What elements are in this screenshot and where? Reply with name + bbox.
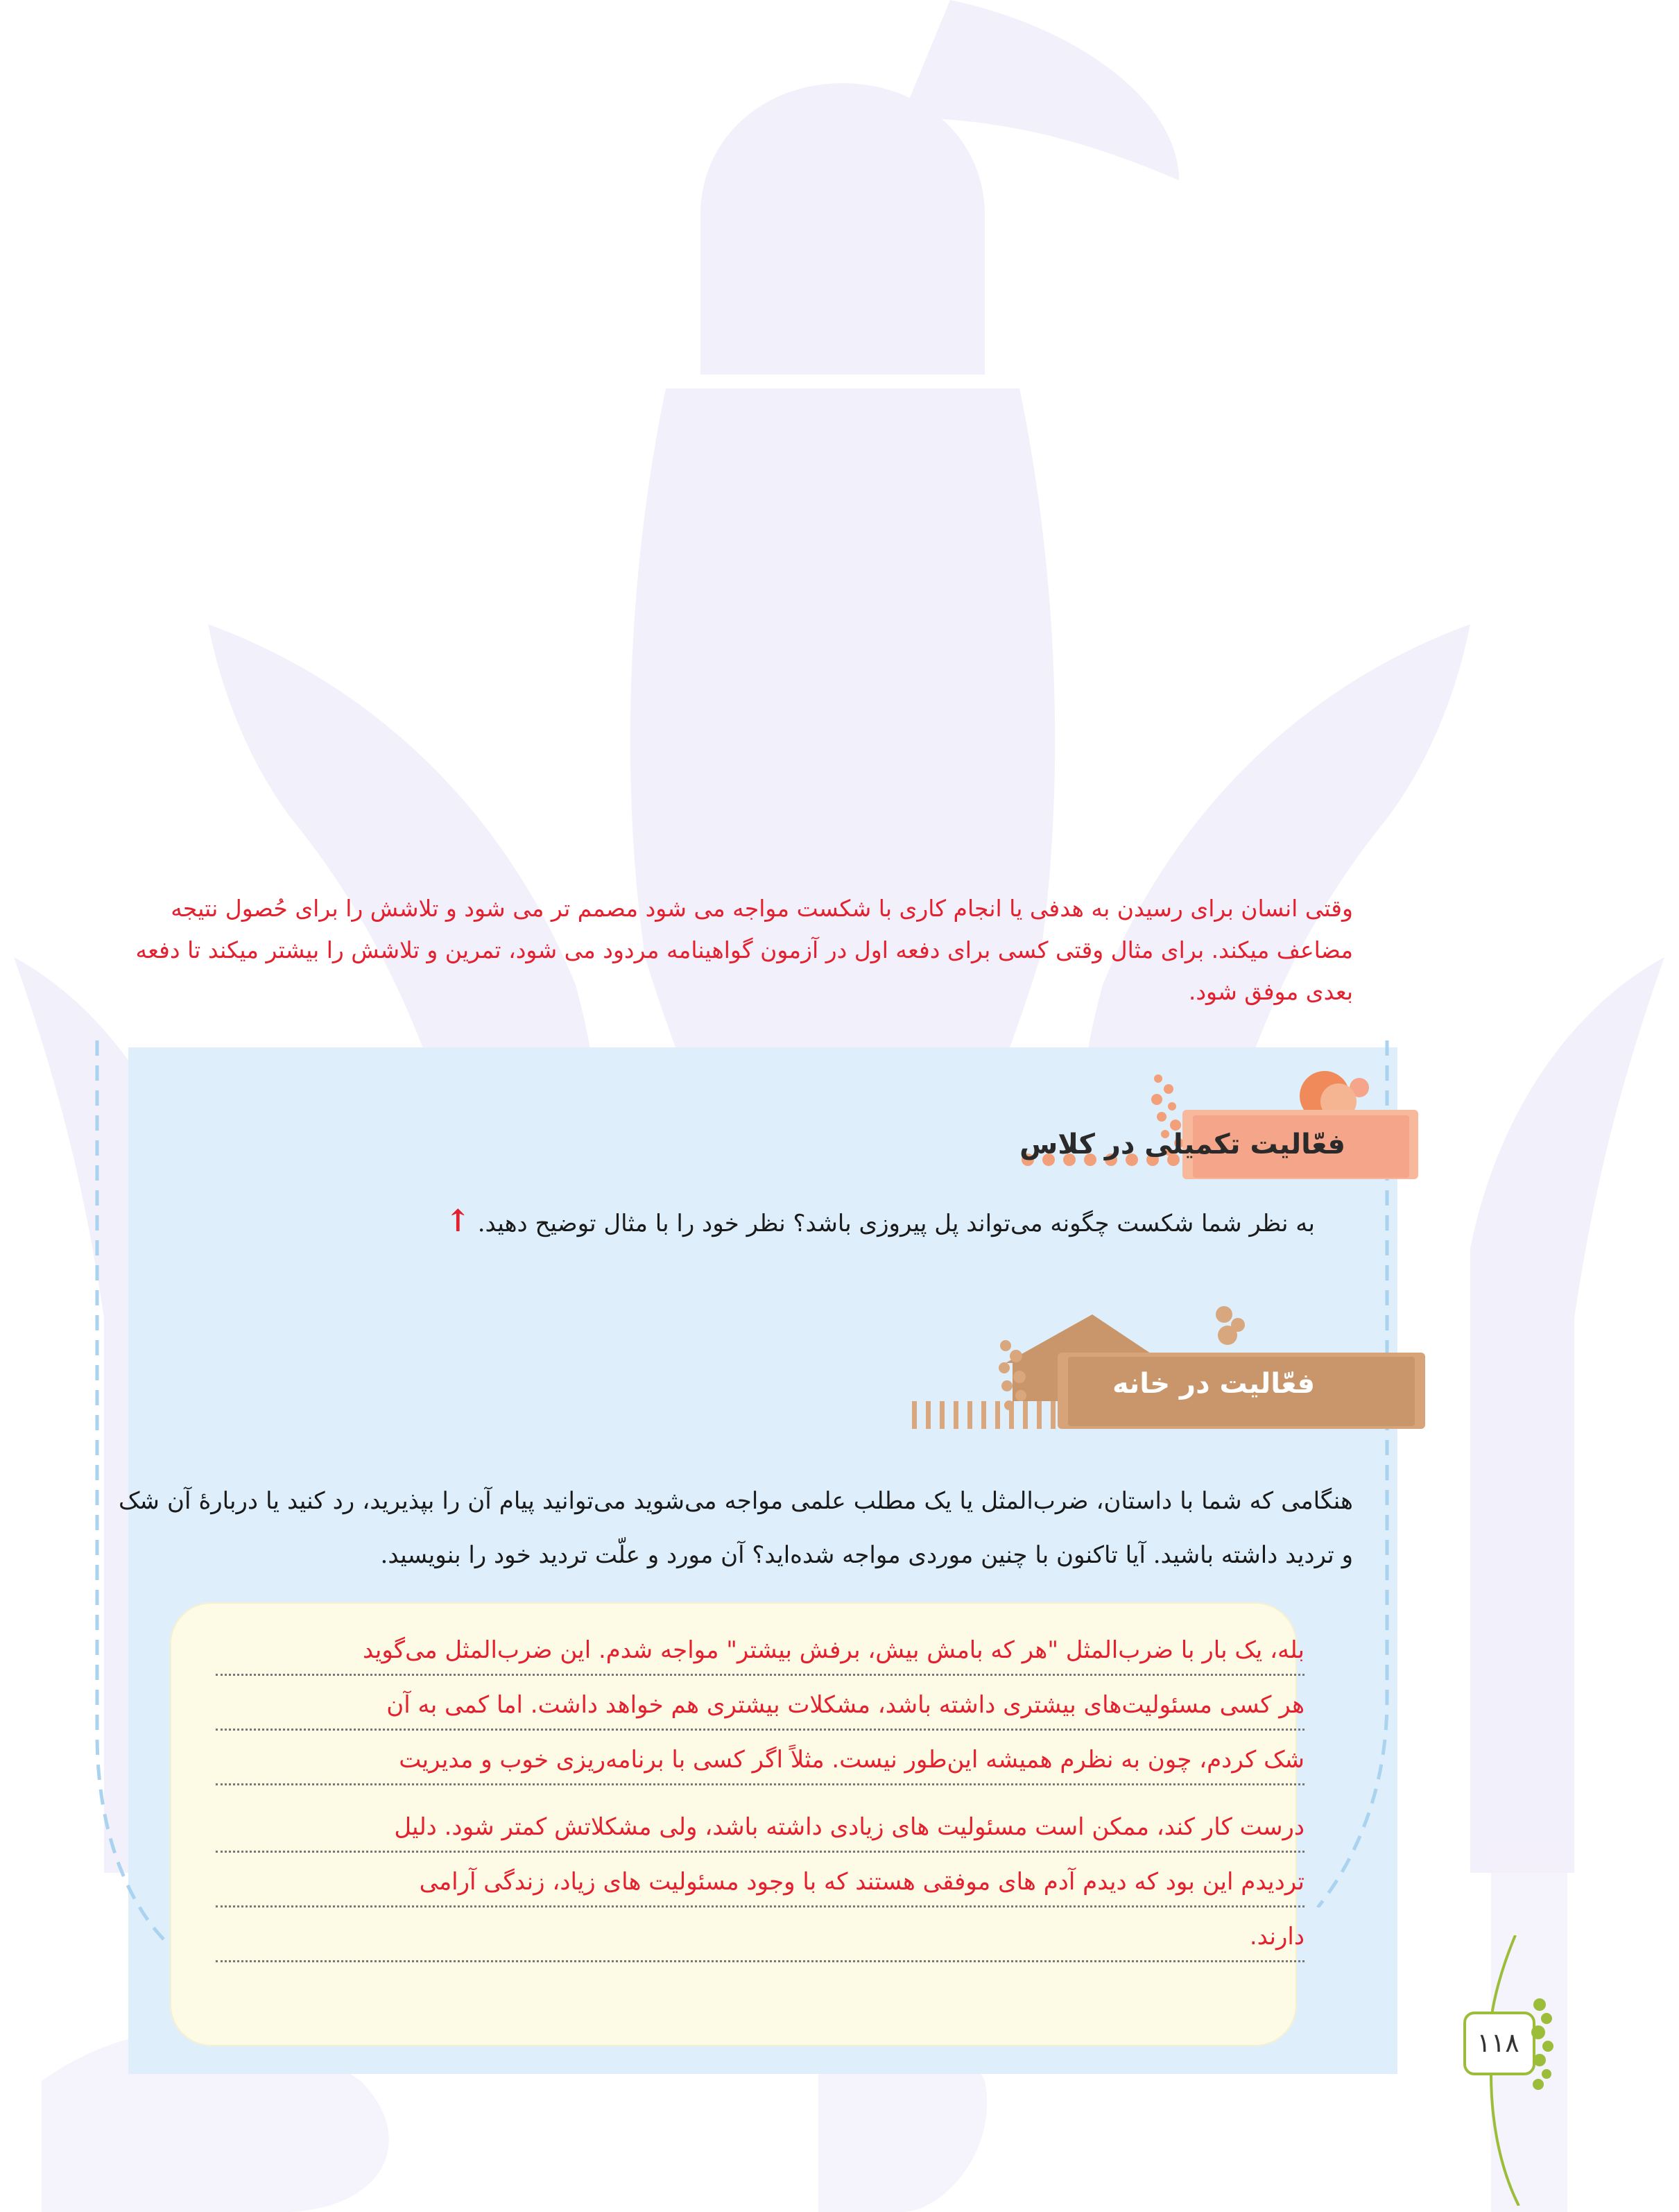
answer-line: بله، یک بار با ضرب‌المثل "هر که بامش بیش، برفش بیشتر" مواجه شدم. این ضرب‌المثل می‌گوید	[216, 1627, 1305, 1676]
class-activity-question	[275, 1203, 1315, 1239]
page-number: ۱۱۸	[1476, 2027, 1519, 2058]
class-activity-question-text: به نظر شما شکست چگونه می‌تواند پل پیروزی باشد؟ نظر خود را با مثال توضیح دهید.	[477, 1210, 1315, 1237]
home-activity-question: هنگامی که شما با داستان، ضرب‌المثل یا یک مطلب علمی مواجه می‌شوید می‌توانید پیام آن را بپذیرید، رد کنید یا دربارهٔ آن شک و تردید داشته باشید. آیا تاکنون با چنین موردی مواجه شده‌اید؟ آن مورد و علّت تردید خود را بنویسید.	[119, 1487, 1353, 1569]
up-arrow-icon: ↑	[445, 1203, 471, 1239]
answer-line: تردیدم این بود که دیدم آدم های موفقی هستند که با وجود مسئولیت های زیاد، زندگی آرامی	[216, 1858, 1305, 1907]
intro-paragraph: وقتی انسان برای رسیدن به هدفی یا انجام کاری با شکست مواجه می شود مصمم تر می شود و تلاشش را برای حُصول نتیجه مضاعف میکند. برای مثال وقتی کسی برای دفعه اول در آزمون گواهینامه مردود می شود، تمرین و تلاشش را بیشتر میکند تا دفعه بعدی موفق شود.	[135, 895, 1353, 1005]
answer-text[interactable]	[216, 1627, 1305, 1968]
home-activity-title: فعّالیت در خانه	[1112, 1368, 1316, 1400]
class-activity-title: فعّالیت تکمیلی در کلاس	[1019, 1129, 1345, 1160]
answer-line: شک کردم، چون به نظرم همیشه این‌طور نیست. مثلاً اگر کسی با برنامه‌ریزی خوب و مدیریت	[216, 1736, 1305, 1785]
answer-line: هر کسی مسئولیت‌های بیشتری داشته باشد، مشکلات بیشتری هم خواهد داشت. اما کمی به آن	[216, 1681, 1305, 1731]
answer-line: درست کار کند، ممکن است مسئولیت های زیادی داشته باشد، ولی مشکلاتش کمتر شود. دلیل	[216, 1803, 1305, 1853]
page-number-ornament	[1449, 1935, 1560, 2206]
answer-line: دارند.	[216, 1913, 1305, 1962]
